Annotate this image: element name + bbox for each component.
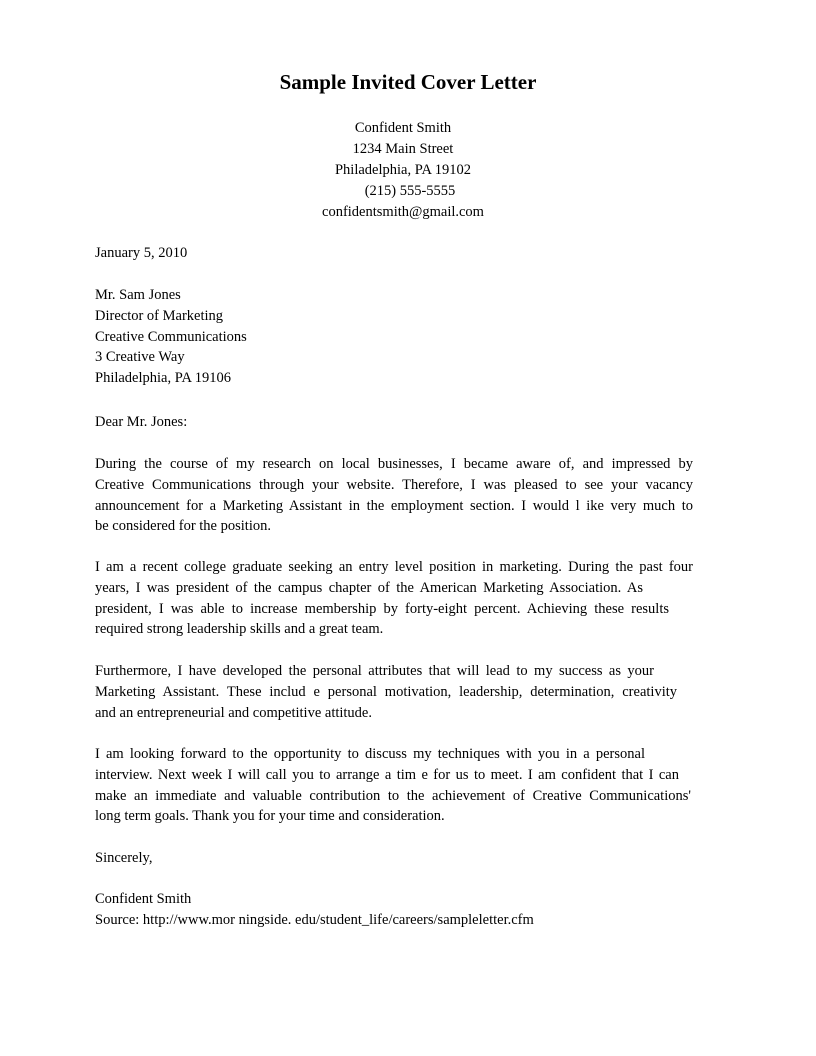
recipient-address xyxy=(95,285,695,389)
closing-block xyxy=(95,848,695,869)
paragraph-line: be considered for the position. xyxy=(95,518,271,535)
paragraph-line: Furthermore, I have developed the personal attributes that will lead to my success as your xyxy=(95,663,654,679)
signature-block xyxy=(95,889,695,931)
paragraph-line: Marketing Assistant. These includ e personal motivation, leadership, determination, creativity xyxy=(95,683,677,700)
paragraph-line: and an entrepreneurial and competitive attitude. xyxy=(95,704,372,721)
paragraph-line: make an immediate and valuable contribution to the achievement of Creative Communications' xyxy=(95,787,691,804)
closing: Sincerely, xyxy=(95,850,153,866)
recipient-name: Mr. Sam Jones xyxy=(95,287,181,303)
recipient-company: Creative Communications xyxy=(95,328,247,345)
body-paragraph-3 xyxy=(95,661,695,723)
paragraph-line: I am looking forward to the opportunity to discuss my techniques with you in a personal xyxy=(95,746,645,762)
letter-date: January 5, 2010 xyxy=(95,245,188,261)
sender-address xyxy=(0,118,806,223)
page-title: Sample Invited Cover Letter xyxy=(279,70,537,94)
paragraph-line: announcement for a Marketing Assistant in the employment section. I would l ike very much to xyxy=(95,497,693,514)
sender-street: 1234 Main Street xyxy=(352,141,454,157)
paragraph-line: I am a recent college graduate seeking an entry level position in marketing. During the past four xyxy=(95,559,693,575)
paragraph-line: Creative Communications through your website. Therefore, I was pleased to see your vacancy xyxy=(95,476,693,493)
sender-name: Confident Smith xyxy=(354,120,452,136)
signature-name: Confident Smith xyxy=(95,891,192,907)
body-paragraph-4 xyxy=(95,744,695,827)
paragraph-line: president, I was able to increase membership by forty-eight percent. Achieving these results xyxy=(95,600,669,617)
source-line: Source: http://www.mor ningside. edu/student_life/careers/sampleletter.cfm xyxy=(95,911,534,928)
paragraph-line: long term goals. Thank you for your time and consideration. xyxy=(95,808,445,825)
recipient-city: Philadelphia, PA 19106 xyxy=(95,370,232,387)
salutation: Dear Mr. Jones: xyxy=(95,414,188,430)
body-paragraph-1 xyxy=(95,454,695,537)
paragraph-line: During the course of my research on local businesses, I became aware of, and impressed by xyxy=(95,456,693,472)
sender-email: confidentsmith@gmail.com xyxy=(322,204,484,220)
salutation-block xyxy=(95,412,695,433)
paragraph-line: years, I was president of the campus chapter of the American Marketing Association. As xyxy=(95,579,643,596)
recipient-street: 3 Creative Way xyxy=(95,349,185,366)
recipient-title: Director of Marketing xyxy=(95,307,224,324)
paragraph-line: interview. Next week I will call you to arrange a tim e for us to meet. I am confident that I can xyxy=(95,766,679,783)
body-paragraph-2 xyxy=(95,557,695,640)
paragraph-line: required strong leadership skills and a great team. xyxy=(95,621,384,638)
sender-phone: (215) 555-5555 xyxy=(364,183,456,199)
sender-city: Philadelphia, PA 19102 xyxy=(334,162,471,178)
letter-date-block xyxy=(95,243,695,264)
